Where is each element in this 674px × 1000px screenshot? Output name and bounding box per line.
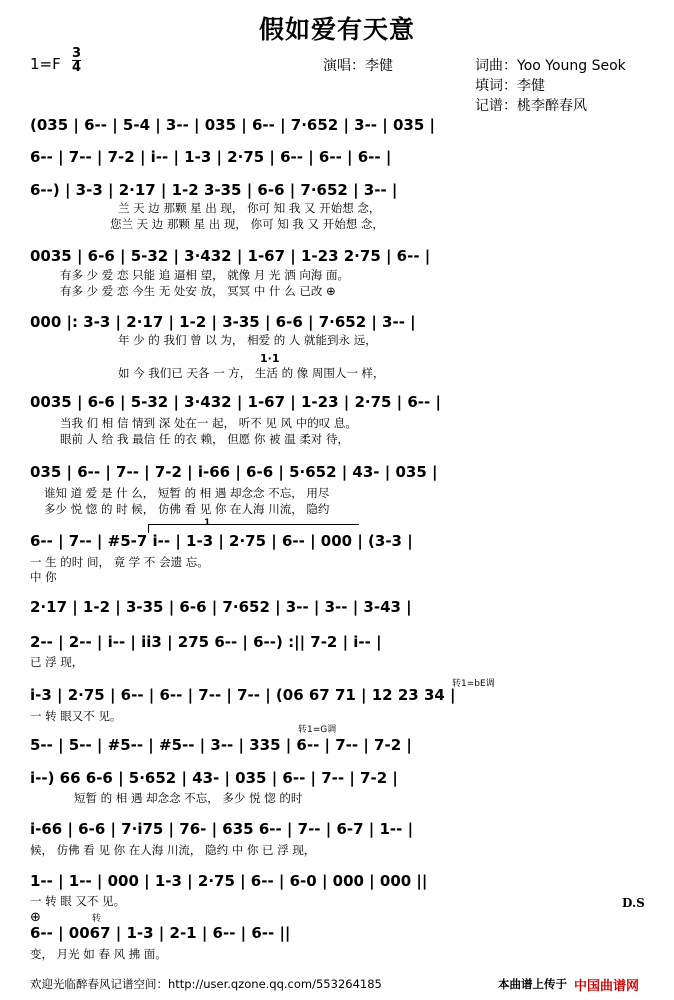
lyric-line: 眼前 人 给 我 最信 任 的衣 赖， 但愿 你 被 温 柔对 待， <box>60 432 350 446</box>
lyric-line: 有多 少 爱 恋 只能 追 逼相 望， 就像 月 光 洒 向海 面。 <box>60 268 350 282</box>
score-row: 035 | 6-- | 7-- | 7-2 | i-66 | 6-6 | 5·652 | 43- | 035 | <box>30 463 438 481</box>
song-title: 假如爱有天意 <box>258 15 415 44</box>
lyric-line: 您兰 天 边 那颗 星 出 现， 你可 知 我 又 开始想 念， <box>110 217 384 231</box>
modulation-mark: 转1=bE调 <box>452 679 495 689</box>
lyric-line: 候， 仿佛 看 见 你 在人海 川流， 隐约 中 你 已 浮 现， <box>30 843 316 857</box>
score-row: 2·17 | 1-2 | 3-35 | 6-6 | 7·652 | 3-- | 3-- | 3-43 | <box>30 598 412 616</box>
singer-credit: 演唱：李健 <box>323 58 393 74</box>
score-row: i--) 66 6-6 | 5·652 | 43- | 035 | 6-- | 7-- | 7-2 | <box>30 769 398 787</box>
score-row: 6-- | 0067 | 1-3 | 2-1 | 6-- | 6-- || <box>30 924 291 942</box>
lyric-line: 如 今 我们已 天各 一 方， 生活 的 像 周围人一 样， <box>118 366 385 380</box>
lyricist-credit: 填词：李健 <box>475 78 545 94</box>
coda-label: 转 <box>92 914 102 924</box>
lyric-line: 一 生 的时 间， 竟 学 不 会遗 忘。 <box>30 555 209 569</box>
score-row: 6-- | 7-- | 7-2 | i-- | 1-3 | 2·75 | 6-- | 6-- | 6-- | <box>30 148 392 166</box>
lyric-line: 短暂 的 相 遇 却念念 不忘， 多少 悦 惚 的时 <box>74 791 303 805</box>
notation-credit: 记谱：桃李醉春风 <box>475 98 587 114</box>
lyric-line: 一 转 眼 又不 见。 <box>30 894 126 908</box>
lyric-line: 已 浮 现， <box>30 655 84 669</box>
score-row: 1-- | 1-- | 000 | 1-3 | 2·75 | 6-- | 6-0 | 000 | 000 || <box>30 872 428 890</box>
composer-credit: 词曲：Yoo Young Seok <box>475 58 626 74</box>
volta-mark: 1 <box>204 518 211 528</box>
lyric-line: 中 你 <box>30 570 57 584</box>
score-row: 6-- | 7-- | #5-7 i-- | 1-3 | 2·75 | 6-- | 000 | (3-3 | <box>30 532 413 550</box>
lyric-line: 变， 月光 如 春 风 拂 面。 <box>30 947 167 961</box>
lyric-line: 有多 少 爱 恋 今生 无 处安 放， 冥冥 中 什 么 已改 ⊕ <box>60 284 336 298</box>
footer-link[interactable]: 欢迎光临醉春风记谱空间：http://user.qzone.qq.com/553264185 <box>30 977 382 991</box>
score-row: 2-- | 2-- | i-- | ii3 | 275 6-- | 6--) :|| 7-2 | i-- | <box>30 633 382 651</box>
lyric-line: 当我 们 相 信 情到 深 处在一 起， 听不 见 风 中的叹 息。 <box>60 416 357 430</box>
score-row: 0035 | 6-6 | 5-32 | 3·432 | 1-67 | 1-23 2·75 | 6-- | <box>30 247 431 265</box>
lyric-line: 兰 天 边 那颗 星 出 现， 你可 知 我 又 开始想 念， <box>118 201 381 215</box>
site-logo[interactable]: 中国曲谱网 <box>574 979 640 994</box>
lyric-line: 谁知 道 爱 是 什 么， 短暂 的 相 遇 却念念 不忘， 用尽 <box>44 486 330 500</box>
lyric-line: 多少 悦 惚 的 时 候， 仿佛 看 见 你 在人海 川流， 隐约 <box>44 502 330 516</box>
volta-mark: 1·1 <box>260 352 280 365</box>
time-sig-bottom: 4 <box>72 60 82 75</box>
score-row: i-3 | 2·75 | 6-- | 6-- | 7-- | 7-- | (06 67 71 | 12 23 34 | <box>30 686 456 704</box>
time-sig-top: 3 <box>72 46 82 61</box>
score-row: 6--) | 3-3 | 2·17 | 1-2 3-35 | 6-6 | 7·652 | 3-- | <box>30 181 398 199</box>
score-row: i-66 | 6-6 | 7·i75 | 76- | 635 6-- | 7-- | 6-7 | 1-- | <box>30 820 414 838</box>
score-row: 000 |: 3-3 | 2·17 | 1-2 | 3-35 | 6-6 | 7·652 | 3-- | <box>30 313 416 331</box>
lyric-line: 年 少 的 我们 曾 以 为， 相爱 的 人 就能到永 远， <box>118 333 377 347</box>
footer-upload-text: 本曲谱上传于 <box>498 977 567 991</box>
ds-mark: D.S <box>622 896 645 910</box>
score-row: 0035 | 6-6 | 5-32 | 3·432 | 1-67 | 1-23 | 2·75 | 6-- | <box>30 393 441 411</box>
key-signature: 1=F <box>30 55 61 73</box>
score-row: (035 | 6-- | 5-4 | 3-- | 035 | 6-- | 7·652 | 3-- | 035 | <box>30 116 435 134</box>
time-signature <box>72 48 81 73</box>
modulation-mark: 转1=G调 <box>298 725 337 735</box>
score-row: 5-- | 5-- | #5-- | #5-- | 3-- | 335 | 6-- | 7-- | 7-2 | <box>30 736 412 754</box>
coda-icon: ⊕ <box>30 910 41 925</box>
lyric-line: 一 转 眼又不 见。 <box>30 709 122 723</box>
